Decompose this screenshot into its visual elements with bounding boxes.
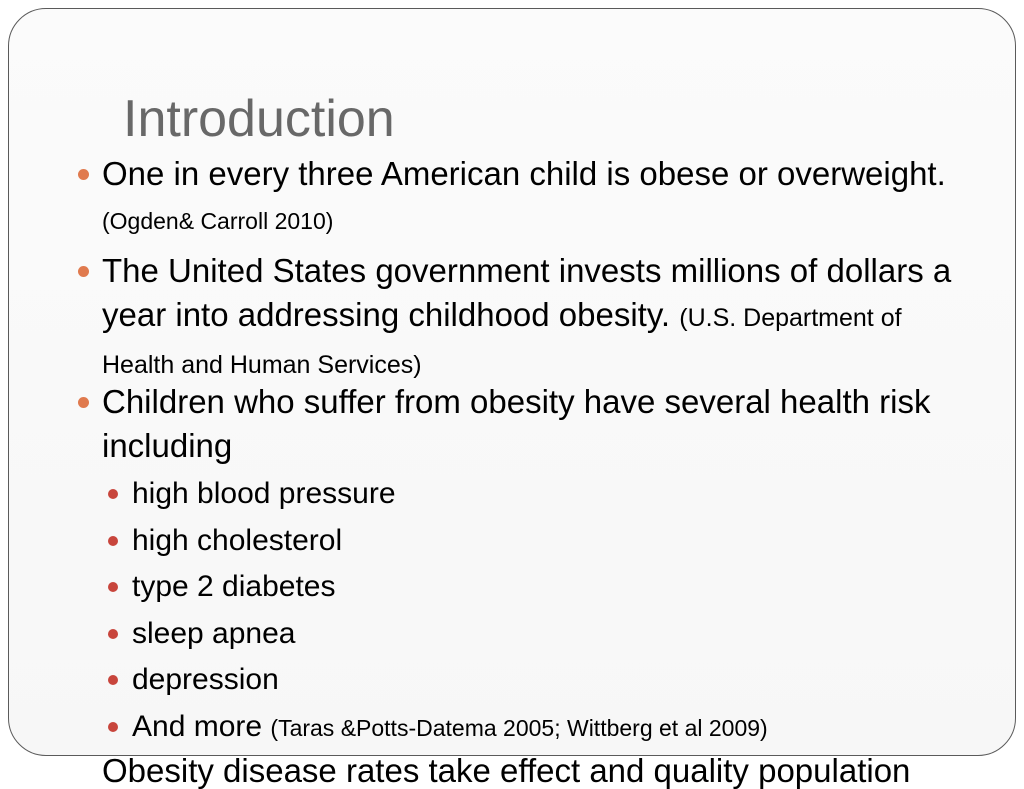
sub-bullet-citation: (Taras &Potts-Datema 2005; Wittberg et al 2009) — [270, 715, 768, 741]
sub-bullet-text — [132, 707, 768, 748]
bullet-dot-icon — [78, 397, 89, 408]
sub-bullet-dot-icon — [108, 722, 118, 732]
sub-bullet-body: And more — [132, 710, 271, 743]
cutoff-bullet — [78, 752, 978, 789]
bullet-body: One in every three American child is obese or overweight. — [102, 155, 946, 192]
bullet-citation: (U.S. Department of Health and Human Services) — [102, 304, 902, 379]
bullet-text — [102, 380, 972, 468]
slide-content — [0, 150, 1008, 760]
bullet-body: The United States government invests millions of dollars a year into addressing childhood obesity. — [102, 252, 952, 333]
bullet-dot-icon — [78, 266, 89, 277]
sub-bullet-dot-icon — [108, 675, 118, 685]
bullet-text — [102, 249, 972, 387]
cutoff-bullet-text: Obesity disease rates take effect and quality population — [102, 752, 911, 789]
sub-bullet-dot-icon — [108, 629, 118, 639]
sub-bullet-text: high blood pressure — [132, 477, 396, 510]
bullet-body: Children who suffer from obesity have several health risk including — [102, 383, 931, 464]
sub-bullet-text: sleep apnea — [132, 617, 296, 650]
sub-bullet-dot-icon — [108, 489, 118, 499]
sub-bullet-text: high cholesterol — [132, 524, 343, 557]
sub-bullet-text: depression — [132, 663, 279, 696]
sub-bullet-text: type 2 diabetes — [132, 570, 336, 603]
sub-bullet-dot-icon — [108, 536, 118, 546]
bullet-text — [102, 152, 972, 243]
bullet-dot-icon — [78, 169, 89, 180]
bullet-citation: (Ogden& Carroll 2010) — [102, 208, 334, 234]
slide-title: Introduction — [123, 90, 395, 148]
sub-bullet-dot-icon — [108, 582, 118, 592]
